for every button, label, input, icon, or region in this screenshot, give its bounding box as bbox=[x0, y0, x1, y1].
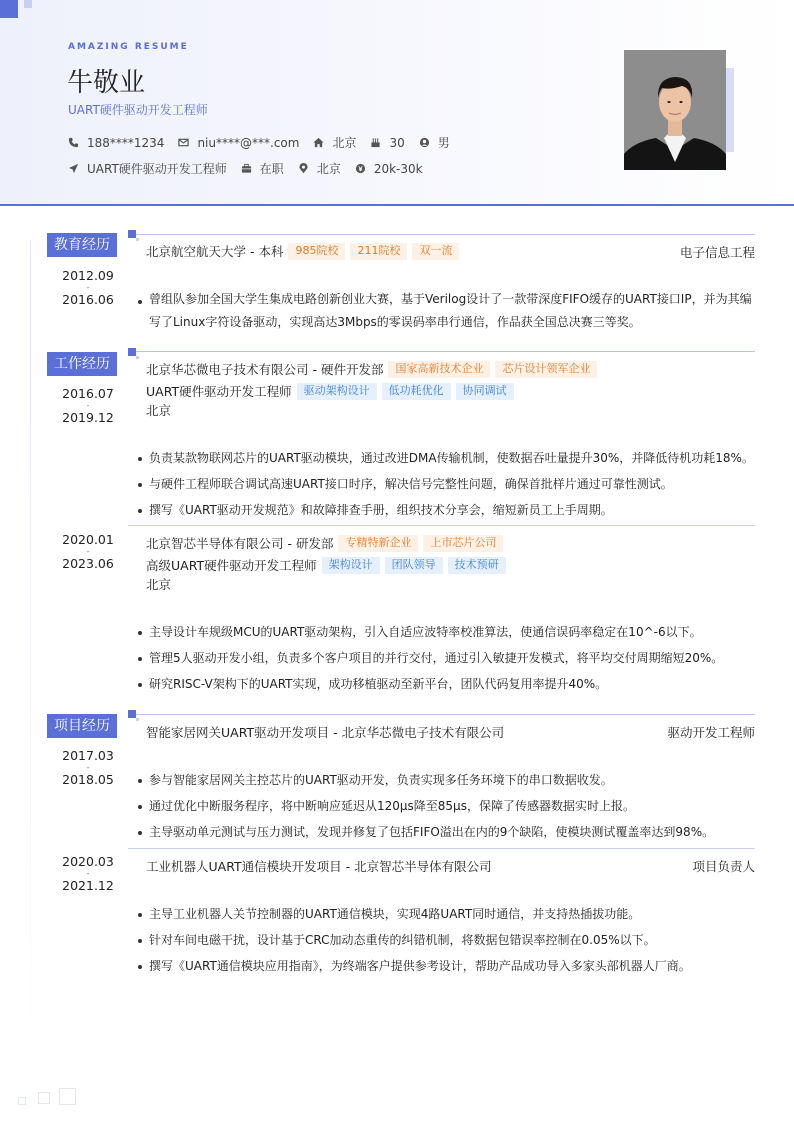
intent-position-value: UART硬件驱动开发工程师 bbox=[87, 162, 227, 176]
list-item: 主导驱动单元测试与压力测试，发现并修复了包括FIFO溢出在内的9个缺陷，使模块测试覆盖率达到98%。 bbox=[138, 819, 758, 845]
list-item: 与硬件工程师联合调试高速UART接口时序，解决信号完整性问题，确保首批样片通过可靠性测试。 bbox=[138, 471, 758, 497]
company-tag: 芯片设计领军企业 bbox=[495, 361, 597, 378]
project-date-range bbox=[40, 749, 136, 787]
entry-divider bbox=[128, 848, 755, 849]
project-section-rule bbox=[128, 714, 755, 715]
send-icon bbox=[68, 163, 79, 174]
project-end-date: 2021.12 bbox=[62, 878, 114, 893]
project-date-range bbox=[40, 855, 136, 893]
company-name: 北京智芯半导体有限公司 - 研发部 bbox=[146, 536, 334, 551]
email-info bbox=[178, 136, 299, 150]
work-end-date: 2023.06 bbox=[62, 556, 114, 571]
education-start-date: 2012.09 bbox=[62, 268, 114, 283]
work-bullets bbox=[138, 445, 758, 523]
work-date-range bbox=[40, 387, 136, 425]
candidate-name: 牛敬业 bbox=[67, 68, 146, 98]
status-info bbox=[241, 160, 284, 177]
school-tag: 双一流 bbox=[412, 243, 459, 260]
education-date-range bbox=[40, 269, 136, 307]
salary-value: 20k-30k bbox=[373, 161, 423, 176]
work-city: 北京 bbox=[146, 577, 172, 592]
job-title: UART硬件驱动开发工程师 bbox=[68, 103, 208, 117]
list-item: 针对车间电磁干扰，设计基于CRC加动态重传的纠错机制，将数据包错误率控制在0.05%以下。 bbox=[138, 927, 758, 953]
company-tag: 国家高新技术企业 bbox=[388, 361, 490, 378]
role-name: UART硬件驱动开发工程师 bbox=[146, 384, 292, 399]
section-marker-small bbox=[136, 238, 139, 241]
footer-decoration bbox=[59, 1088, 76, 1105]
project-section-title: 项目经历 bbox=[47, 714, 117, 738]
date-separator: - bbox=[86, 764, 90, 772]
work-start-date: 2020.01 bbox=[62, 532, 114, 547]
work-company-line bbox=[146, 534, 503, 552]
home-icon bbox=[313, 137, 324, 148]
role-tag: 驱动架构设计 bbox=[297, 383, 377, 400]
education-section-rule bbox=[128, 234, 755, 235]
email-value: niu****@***.com bbox=[197, 135, 300, 150]
list-item: 曾组队参加全国大学生集成电路创新创业大赛，基于Verilog设计了一款带深度FIFO缓存的UART接口IP，并为其编写了Linux字符设备驱动，实现高达3Mbps的零误码率串行通信，作品获全国总决赛三等奖。 bbox=[138, 288, 758, 334]
corner-decoration-small bbox=[24, 0, 32, 8]
list-item: 参与智能家居网关主控芯片的UART驱动开发，负责实现多任务环境下的串口数据收发。 bbox=[138, 767, 758, 793]
work-end-date: 2019.12 bbox=[62, 410, 114, 425]
footer-decoration bbox=[38, 1092, 50, 1104]
role-name: 高级UART硬件驱动开发工程师 bbox=[146, 558, 317, 573]
work-bullets bbox=[138, 619, 758, 697]
header-divider bbox=[0, 204, 794, 206]
project-bullets bbox=[138, 767, 758, 845]
age-info bbox=[370, 136, 404, 150]
work-section-title: 工作经历 bbox=[47, 352, 117, 376]
role-tag: 技术预研 bbox=[448, 557, 506, 574]
project-role: 驱动开发工程师 bbox=[667, 725, 755, 740]
salary-info bbox=[355, 162, 423, 176]
work-role-line bbox=[146, 382, 514, 400]
work-date-range bbox=[40, 533, 136, 571]
location-icon bbox=[298, 163, 309, 174]
list-item: 研究RISC-V架构下的UART实现，成功移植驱动至新平台，团队代码复用率提升40%。 bbox=[138, 671, 758, 697]
phone-icon bbox=[68, 137, 79, 148]
education-section-title: 教育经历 bbox=[47, 233, 117, 257]
role-tag: 协同调试 bbox=[456, 383, 514, 400]
mail-icon bbox=[178, 137, 189, 148]
work-section-rule bbox=[128, 351, 755, 352]
section-marker bbox=[128, 230, 136, 238]
project-bullets bbox=[138, 901, 758, 979]
status-value: 在职 bbox=[259, 162, 284, 176]
date-separator: - bbox=[86, 548, 90, 556]
resume-tagline: AMAZING RESUME bbox=[68, 42, 189, 52]
date-separator: - bbox=[86, 402, 90, 410]
age-value: 30 bbox=[389, 135, 405, 150]
project-name: 工业机器人UART通信模块开发项目 - 北京智芯半导体有限公司 bbox=[146, 859, 492, 874]
briefcase-icon bbox=[241, 163, 252, 174]
intent-position-info bbox=[68, 160, 227, 177]
city-info bbox=[298, 160, 341, 177]
section-marker bbox=[128, 348, 136, 356]
major: 电子信息工程 bbox=[679, 245, 755, 260]
left-guide-line bbox=[30, 240, 31, 1090]
city-value: 北京 bbox=[316, 162, 341, 176]
section-marker-small bbox=[136, 356, 139, 359]
list-item: 负责某款物联网芯片的UART驱动模块，通过改进DMA传输机制，使数据吞吐量提升30%，并降低待机功耗18%。 bbox=[138, 445, 758, 471]
contact-row bbox=[68, 134, 464, 151]
phone-value: 188****1234 bbox=[87, 135, 165, 150]
work-start-date: 2016.07 bbox=[62, 386, 114, 401]
project-name: 智能家居网关UART驱动开发项目 - 北京华芯微电子技术有限公司 bbox=[146, 725, 505, 740]
date-separator: - bbox=[86, 870, 90, 878]
list-item: 主导工业机器人关节控制器的UART通信模块，实现4路UART同时通信，并支持热插拔功能。 bbox=[138, 901, 758, 927]
project-end-date: 2018.05 bbox=[62, 772, 114, 787]
company-tag: 专精特新企业 bbox=[338, 535, 418, 552]
section-marker bbox=[128, 710, 136, 718]
gender-info bbox=[419, 134, 450, 151]
school-tag: 211院校 bbox=[350, 243, 407, 260]
job-intent-row bbox=[68, 160, 437, 177]
list-item: 撰写《UART通信模块应用指南》，为终端客户提供参考设计，帮助产品成功导入多家头部机器人厂商。 bbox=[138, 953, 758, 979]
school-tag: 985院校 bbox=[288, 243, 345, 260]
role-tag: 团队领导 bbox=[385, 557, 443, 574]
company-name: 北京华芯微电子技术有限公司 - 硬件开发部 bbox=[146, 362, 384, 377]
work-role-line bbox=[146, 556, 506, 574]
date-separator: - bbox=[86, 284, 90, 292]
company-tag: 上市芯片公司 bbox=[423, 535, 503, 552]
role-tag: 低功耗优化 bbox=[382, 383, 451, 400]
school-name: 北京航空航天大学 - 本科 bbox=[146, 244, 284, 259]
gender-icon bbox=[419, 137, 430, 148]
home-info bbox=[313, 134, 356, 151]
list-item: 管理5人驱动开发小组，负责多个客户项目的并行交付，通过引入敏捷开发模式，将平均交付周期缩短20%。 bbox=[138, 645, 758, 671]
list-item: 主导设计车规级MCU的UART驱动架构，引入自适应波特率校准算法，使通信误码率稳定在10^-6以下。 bbox=[138, 619, 758, 645]
project-role: 项目负责人 bbox=[692, 859, 755, 874]
avatar bbox=[624, 50, 726, 170]
project-start-date: 2017.03 bbox=[62, 748, 114, 763]
work-company-line bbox=[146, 360, 597, 378]
gender-value: 男 bbox=[437, 136, 450, 150]
cake-icon bbox=[370, 137, 381, 148]
phone-info bbox=[68, 136, 164, 150]
list-item: 通过优化中断服务程序，将中断响应延迟从120μs降至85μs，保障了传感器数据实时上报。 bbox=[138, 793, 758, 819]
footer-decoration bbox=[18, 1097, 26, 1105]
education-end-date: 2016.06 bbox=[62, 292, 114, 307]
role-tag: 架构设计 bbox=[322, 557, 380, 574]
project-start-date: 2020.03 bbox=[62, 854, 114, 869]
list-item: 撰写《UART驱动开发规范》和故障排查手册，组织技术分享会，缩短新员工上手周期。 bbox=[138, 497, 758, 523]
entry-divider bbox=[128, 525, 755, 526]
corner-decoration bbox=[0, 0, 18, 18]
work-city: 北京 bbox=[146, 403, 172, 418]
education-bullets bbox=[138, 288, 758, 334]
education-school-line bbox=[146, 242, 459, 260]
section-marker-small bbox=[136, 718, 139, 721]
money-icon bbox=[355, 163, 366, 174]
hometown-value: 北京 bbox=[332, 136, 357, 150]
